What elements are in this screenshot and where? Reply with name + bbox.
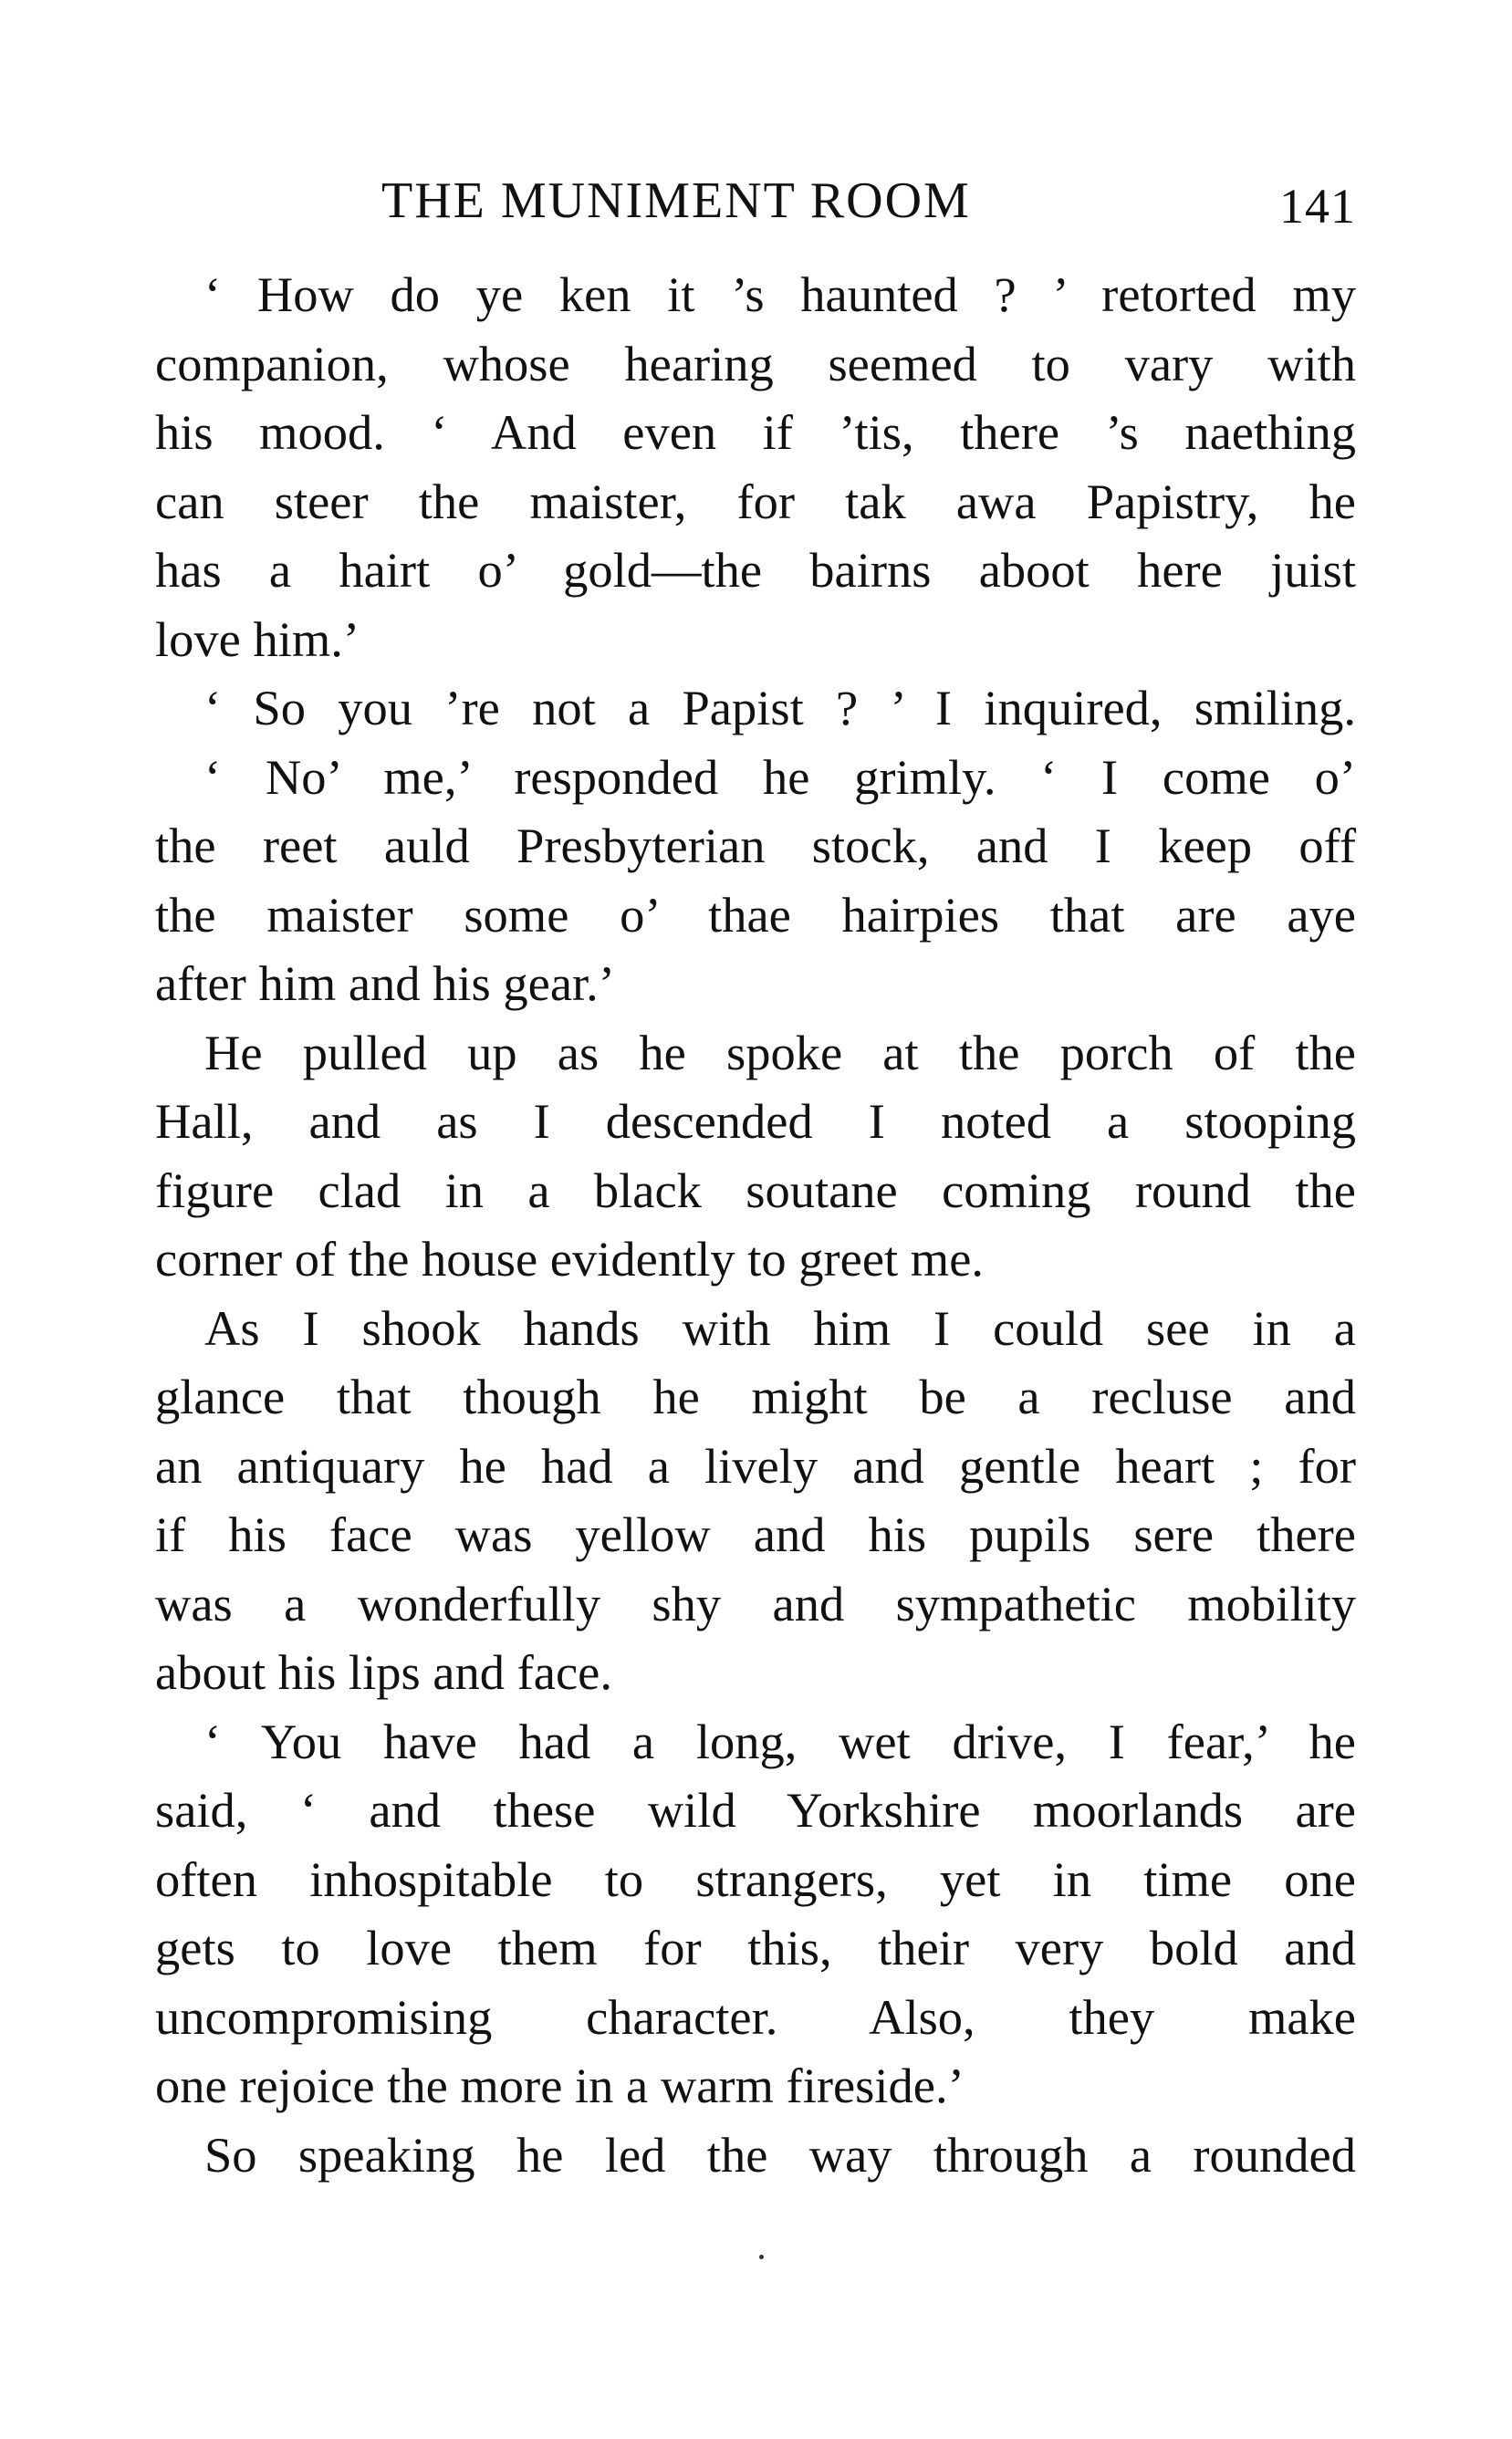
text-line: often inhospitable to strangers, yet in time one	[155, 1850, 1356, 1907]
text-line: said, ‘ and these wild Yorkshire moorlands are	[155, 1782, 1356, 1838]
text-line: can steer the maister, for tak awa Papistry, he	[155, 473, 1356, 529]
paragraph	[155, 673, 1356, 743]
text-line: if his face was yellow and his pupils sere there	[155, 1506, 1356, 1562]
paragraph	[155, 743, 1356, 1018]
page-mark	[759, 2255, 764, 2259]
paragraph	[155, 2121, 1356, 2190]
text-line: the maister some o’ thae hairpies that are aye	[155, 886, 1356, 943]
paragraph	[155, 260, 1356, 673]
text-line: corner of the house evidently to greet me.	[155, 1231, 985, 1287]
text-line: was a wonderfully shy and sympathetic mobility	[155, 1575, 1356, 1631]
paragraph	[155, 1018, 1356, 1294]
text-line: love him.’	[155, 610, 360, 667]
page-number: 141	[1279, 179, 1356, 234]
text-line: Hall, and as I descended I noted a stooping	[155, 1093, 1356, 1149]
book-page	[155, 169, 1356, 2189]
text-line: So speaking he led the way through a rounded	[204, 2126, 1356, 2183]
text-line: has a hairt o’ gold—the bairns aboot here juist	[155, 542, 1356, 598]
text-line: one rejoice the more in a warm fireside.’	[155, 2058, 965, 2113]
text-line: ‘ So you ’re not a Papist ? ’ I inquired, smiling.	[204, 680, 1356, 735]
text-line: He pulled up as he spoke at the porch of the	[204, 1024, 1356, 1080]
text-line: glance that though he might be a recluse and	[155, 1369, 1356, 1424]
text-line: ‘ You have had a long, wet drive, I fear,’ he	[204, 1713, 1356, 1769]
text-line: about his lips and face.	[155, 1644, 612, 1700]
text-line: figure clad in a black soutane coming round the	[155, 1162, 1356, 1218]
text-line: As I shook hands with him I could see in a	[204, 1299, 1356, 1356]
text-line: gets to love them for this, their very bold and	[155, 1920, 1356, 1975]
page-header	[155, 169, 1356, 251]
text-line: ‘ How do ye ken it ’s haunted ? ’ retorted my	[204, 266, 1356, 322]
running-head: THE MUNIMENT ROOM	[381, 172, 971, 229]
text-line: an antiquary he had a lively and gentle heart ; for	[155, 1437, 1356, 1494]
text-line: companion, whose hearing seemed to vary with	[155, 335, 1356, 391]
paragraph	[155, 1294, 1356, 1707]
text-line: ‘ No’ me,’ responded he grimly. ‘ I come o’	[204, 748, 1356, 805]
text-line: uncompromising character. Also, they make	[155, 1988, 1356, 2045]
text-line: the reet auld Presbyterian stock, and I keep off	[155, 818, 1356, 873]
text-line: his mood. ‘ And even if ’tis, there ’s naething	[155, 404, 1356, 460]
paragraph	[155, 1707, 1356, 2121]
text-line: after him and his gear.’	[155, 955, 615, 1011]
